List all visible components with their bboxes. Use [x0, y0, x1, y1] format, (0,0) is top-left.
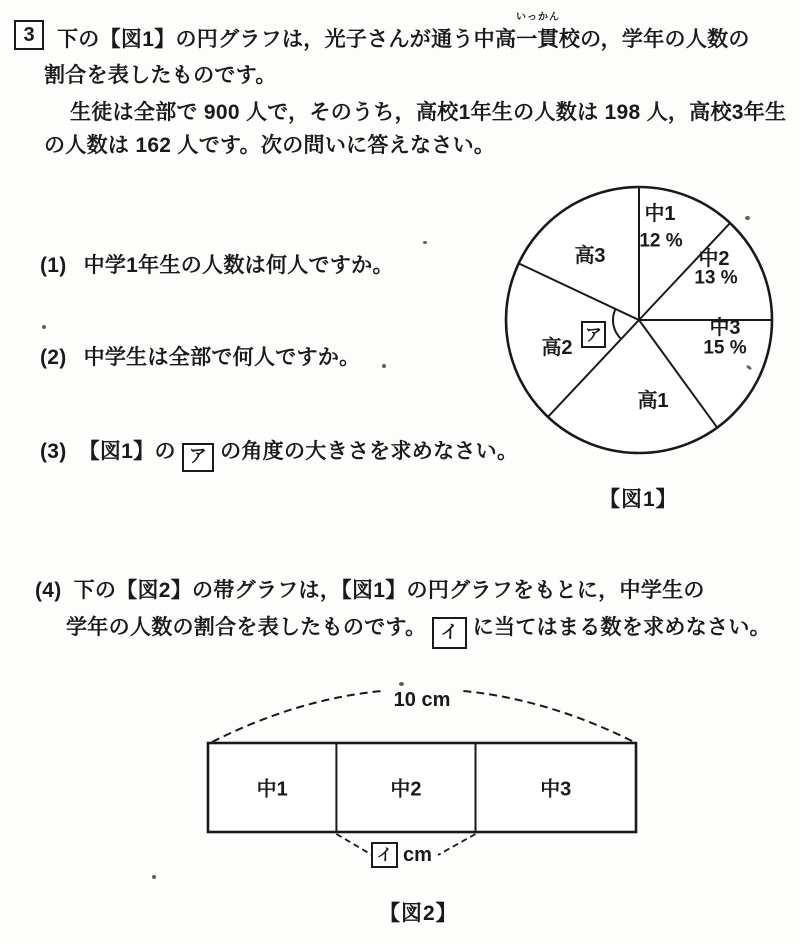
- figure1-pie-chart: [495, 180, 795, 470]
- angle-label-a: ア: [585, 325, 602, 345]
- question-3: [40, 435, 518, 472]
- pie-label-6: 高3: [574, 245, 606, 267]
- furigana-ikkan: いっかん: [516, 12, 560, 23]
- question-4-label: (4): [35, 579, 62, 602]
- figure2-caption: 【図2】: [379, 902, 458, 925]
- ink-speck: [423, 241, 427, 244]
- question-4-line-2: [66, 611, 771, 649]
- question-2: [40, 341, 360, 371]
- problem-number-box: [14, 20, 44, 50]
- unknown-label-i: イ: [376, 847, 393, 864]
- body-line-1: 生徒は全部で 900 人で，そのうち，高校1年生の人数は 198 人，高校3年生: [70, 101, 787, 124]
- question-3-post: の角度の大きさを求めなさい。: [220, 440, 519, 463]
- pie-label-2: 中2: [698, 248, 730, 270]
- pie-label-4: 高1: [637, 390, 669, 412]
- figure2-band-graph: [185, 668, 655, 878]
- band-label-1: 中1: [256, 778, 288, 801]
- answer-box-a: ア: [182, 443, 214, 472]
- question-3-pre: 【図1】の: [78, 440, 176, 463]
- pie-percent-label: 13 %: [694, 267, 738, 289]
- pie-percent-label: 15 %: [703, 337, 747, 359]
- question-1: [40, 249, 394, 279]
- leader-dashed-right: [438, 834, 476, 855]
- question-3-label: (3): [40, 440, 67, 463]
- intro-line-2: 割合を表したものです。: [44, 64, 277, 87]
- ink-speck: [382, 364, 386, 368]
- ink-speck: [745, 216, 750, 220]
- question-4-text-1: 下の【図2】の帯グラフは，【図1】の円グラフをもとに，中学生の: [73, 579, 705, 602]
- figure1-caption: 【図1】: [599, 488, 678, 511]
- pie-label-5: 高2: [541, 337, 573, 359]
- band-label-2: 中2: [390, 778, 422, 801]
- question-4-text-2-post: に当てはまる数を求めなさい。: [472, 616, 771, 639]
- ink-speck: [399, 682, 404, 686]
- pie-label-3: 中3: [709, 317, 741, 339]
- question-1-label: (1): [40, 254, 67, 277]
- total-length-label: 10 cm: [393, 689, 451, 711]
- question-1-text: 中学1年生の人数は何人ですか。: [83, 254, 394, 277]
- answer-box-i: イ: [432, 617, 466, 649]
- problem-number: 3: [23, 23, 35, 46]
- band-label-3: 中3: [540, 778, 572, 801]
- leader-dashed-left: [336, 834, 372, 855]
- unknown-unit: cm: [403, 844, 432, 866]
- question-4-line-1: [35, 574, 705, 604]
- intro-line-1: 下の【図1】の円グラフは，光子さんが通う中高一貫校の，学年の人数の: [57, 28, 750, 51]
- pie-label-1: 中1: [644, 203, 676, 225]
- question-4-text-2-pre: 学年の人数の割合を表したものです。: [66, 616, 427, 639]
- pie-percent-label: 12 %: [639, 230, 683, 252]
- ink-speck: [152, 875, 156, 879]
- question-2-text: 中学生は全部で何人ですか。: [83, 346, 361, 369]
- question-2-label: (2): [40, 346, 67, 369]
- ink-speck: [42, 325, 46, 329]
- body-line-2: の人数は 162 人です。次の問いに答えなさい。: [44, 134, 496, 157]
